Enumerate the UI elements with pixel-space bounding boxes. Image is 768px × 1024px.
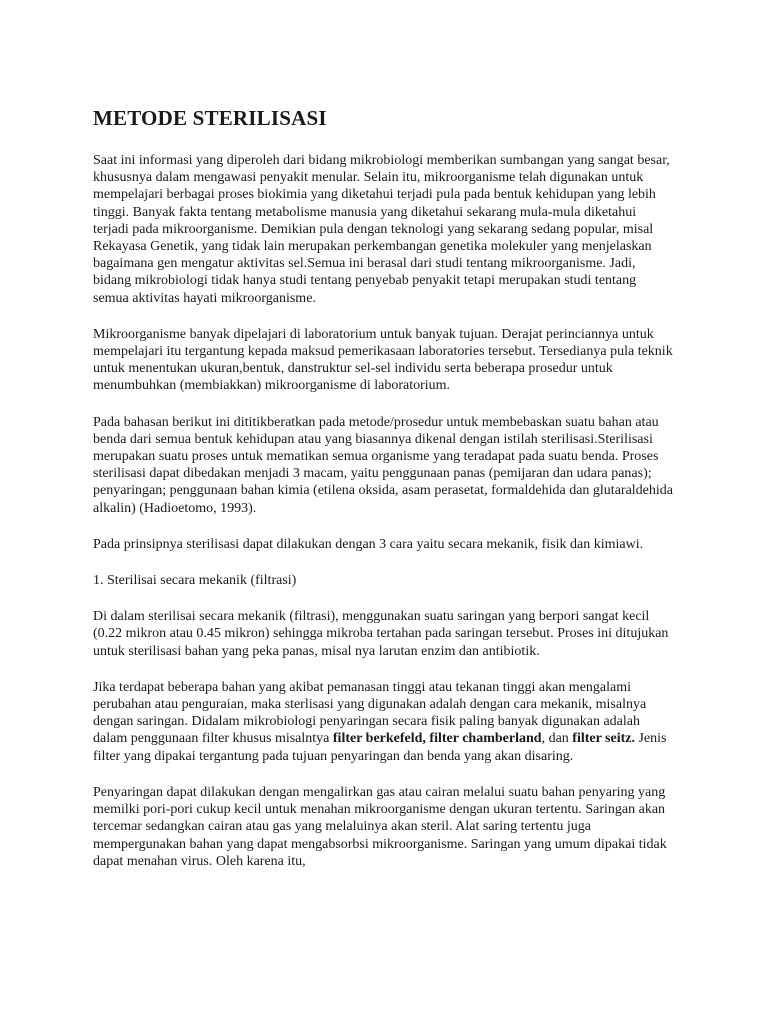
paragraph-filters-text-b: , dan	[541, 731, 573, 747]
paragraph-filters-text-c: Jenis filter yang dipakai tergantung pada tujuan penyaringan dan benda yang akan disaring.	[93, 731, 667, 764]
paragraph-intro: Saat ini informasi yang diperoleh dari bidang mikrobiologi memberikan sumbangan yang sangat besar, khususnya dalam mengawasi penyakit menular. Selain itu, mikroorganisme telah digunakan untuk mempelajari berbagai proses biokimia yang diketahui terjadi pula pada bentuk kehidupan yang lebih tinggi. Banyak fakta tentang metabolisme manusia yang diketahui sekarang mula-mula diketahui terjadi pada mikroorganisme. Demikian pula dengan teknologi yang sekarang sedang popular, misal Rekayasa Genetik, yang tidak lain merupakan perkembangan genetika molekuler yang menjelaskan bagaimana gen mengatur aktivitas sel.Semua ini berasal dari studi tentang mikroorganisme. Jadi, bidang mikrobiologi tidak hanya studi tentang penyebab penyakit tetapi merupakan studi tentang semua aktivitas hayati mikroorganisme.	[93, 153, 670, 306]
paragraph-filtration: Di dalam sterilisai secara mekanik (filtrasi), menggunakan suatu saringan yang berpori sangat kecil (0.22 mikron atau 0.45 mikron) sehingga mikroba tertahan pada saringan tersebut. Proses ini ditujukan untuk sterilisasi bahan yang peka panas, misal nya larutan enzim dan antibiotik.	[93, 609, 669, 659]
paragraph-sterilization-methods: Pada prinsipnya sterilisasi dapat dilakukan dengan 3 cara yaitu secara mekanik, fisik dan kimiawi.	[93, 536, 644, 552]
section-heading-mechanical: 1. Sterilisai secara mekanik (filtrasi)	[93, 573, 297, 589]
paragraph-filtering-process: Penyaringan dapat dilakukan dengan mengalirkan gas atau cairan melalui suatu bahan penyaring yang memilki pori-pori cukup kecil untuk menahan mikroorganisme dengan ukuran tertentu. Saringan akan tercemar sedangkan cairan atau gas yang melaluinya akan steril. Alat saring tertentu juga mempergunakan bahan yang dapat mengabsorbsi mikroorganisme. Saringan yang umum dipakai tidak dapat menahan virus. Oleh karena itu,	[93, 784, 667, 869]
filter-names-bold-b: filter seitz.	[572, 731, 635, 747]
paragraph-filters-text-a: Jika terdapat beberapa bahan yang akibat pemanasan tinggi atau tekanan tinggi akan mengalami perubahan atau penguraian, maka sterlisasi yang digunakan adalah dengan cara mekanik, misalnya dengan saringan. Didalam mikrobiologi penyaringan secara fisik paling banyak digunakan adalah dalam penggunaan filter khusus misalntya	[93, 679, 647, 747]
document-title: METODE STERILISASI	[93, 106, 327, 130]
filter-names-bold-a: filter berkefeld, filter chamberland	[332, 731, 542, 747]
paragraph-filters	[93, 679, 674, 765]
paragraph-sterilization-definition: Pada bahasan berikut ini dititikberatkan pada metode/prosedur untuk membebaskan suatu bahan atau benda dari semua bentuk kehidupan atau yang biasannya dikenal dengan istilah sterilisasi.Sterilisasi merupakan suatu proses untuk mematikan semua organisme yang teradapat pada suatu benda. Proses sterilisasi dapat dibedakan menjadi 3 macam, yaitu penggunaan panas (pemijaran dan udara panas); penyaringan; penggunaan bahan kimia (etilena oksida, asam perasetat, formaldehida dan glutaraldehida alkalin) (Hadioetomo, 1993).	[93, 414, 673, 516]
paragraph-laboratory: Mikroorganisme banyak dipelajari di laboratorium untuk banyak tujuan. Derajat perinciannya untuk mempelajari itu tergantung kepada maksud pemerikasaan laboratories tersebut. Tersedianya pula teknik untuk menentukan ukuran,bentuk, danstruktur sel-sel individu serta beberapa prosedur untuk menumbuhkan (membiakkan) mikroorganisme di laboratorium.	[93, 326, 673, 394]
